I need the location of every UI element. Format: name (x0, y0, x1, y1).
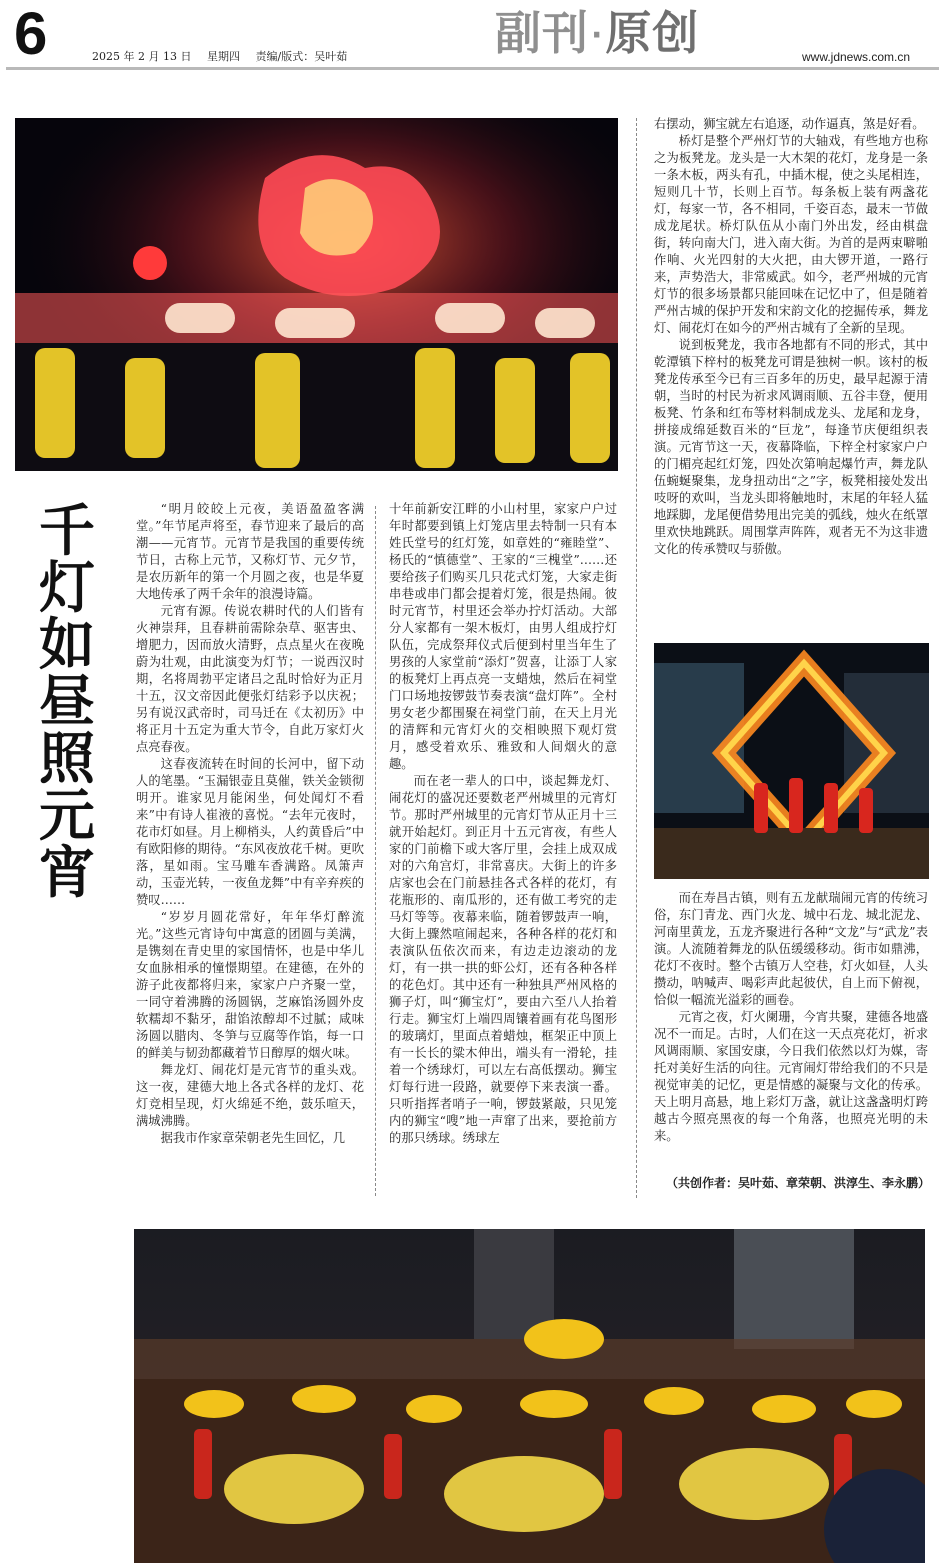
headline-char: 元 (39, 784, 95, 849)
article-column-3-top (654, 116, 928, 636)
section-sub: 原创 (605, 6, 700, 60)
paragraph: “岁岁月圆花常好，年年华灯醉流光。”这些元宵诗句中寓意的团圆与美满，是镌刻在青史里的家国情怀，也是中华儿女血脉相承的憧憬期望。在建德，在外的游子此夜都将归来，家家户户齐聚一堂，一同守着沸腾的汤圆锅，芝麻馅汤圆外皮软糯却不黏牙，甜馅浓醇却不过腻；咸味汤圆以腊肉、冬笋与豆腐等作馅，每一口的鲜美与韧劲都藏着节日醇厚的烟火味。 (136, 910, 364, 1060)
section-title (495, 8, 699, 65)
paragraph: 而在寿昌古镇，则有五龙献瑞闹元宵的传统习俗，东门青龙、西门火龙、城中石龙、城北泥龙、河南里黄龙，五龙齐聚进行各种“文龙”与“武龙”表演。人流随着舞龙的队伍缓缓移动。街市如鼎沸，花灯不夜时。整个古镇万人空巷，灯火如昼，人头攒动，呐喊声、喝彩声此起彼伏，自上而下俯视，恰似一幅流光溢彩的画卷。 (654, 891, 928, 1007)
issue-weekday: 星期四 (206, 50, 240, 63)
photo-dragon-lantern-parade (15, 118, 618, 471)
dragon-lantern-photo-icon (15, 118, 618, 471)
article-column-1 (136, 501, 364, 1201)
paragraph: 元宵之夜，灯火阑珊，今宵共聚，建德各地盛况不一而足。古时，人们在这一天点亮花灯，祈求风调雨顺、家国安康，今日我们依然以灯为媒，寄托对美好生活的向往。元宵闹灯带给我们的不只是视觉审美的记忆，更是情感的凝聚与文化的传承。天上明月高悬，地上彩灯万盏，就让这盏盏明灯跨越古今照亮黑夜的每一个角落，也照亮光明的未来。 (654, 1010, 928, 1143)
headline-char: 照 (39, 727, 95, 792)
page-number: 6 (14, 0, 46, 67)
site-url: www.jdnews.com.cn (802, 50, 911, 64)
issue-meta (92, 50, 359, 64)
article-credit: （共创作者：吴叶茹、章荣朝、洪淳生、李永鹏） (666, 1176, 931, 1190)
paragraph: 右摆动，狮宝就左右追逐，动作逼真，煞是好看。 (654, 117, 925, 131)
photo-lantern-crowd-square (134, 1229, 925, 1563)
paragraph: 而在老一辈人的口中，谈起舞龙灯、闹花灯的盛况还要数老严州城里的元宵灯节。那时严州城里的元宵灯节从正月十三就开始起灯。到正月十五元宵夜，有些人家的门前檐下或大客厅里，会挂上成双成对的六角宫灯，非常喜庆。大街上的许多店家也会在门前悬挂各式各样的花灯，有花瓶形的、南瓜形的，还有做工考究的走马灯等等。夜幕来临，随着锣鼓声一响，大街上骤然喧闹起来，各种各样的花灯和表演队伍依次而来，有边走边滚动的龙灯，有一拱一拱的虾公灯，还有各种各样的花色灯。其中还有一种独具严州风格的狮子灯，叫“狮宝灯”，要由六至八人抬着行走。狮宝灯上端四周镶着画有花鸟图形的玻璃灯，里面点着蜡烛，框架正中顶上有一长长的粱木伸出，端头有一滑轮，挂着一个绣球灯，可以左右高低摆动。狮宝灯每行进一段路，就要停下来表演一番。只听指挥者哨子一响，锣鼓紧敲，只见笼内的狮宝“嗖”地一声窜了出来，要抢前方的那只绣球。绣球左 (389, 774, 617, 1145)
article-headline (36, 499, 98, 906)
paragraph: 十年前新安江畔的小山村里，家家户户过年时都要到镇上灯笼店里去特制一只有本姓氏堂号的红灯笼，如章姓的“雍睦堂”、杨氏的“慎德堂”、王家的“三槐堂”……还要给孩子们购买几只花式灯笼，大家走街串巷或串门都会提着灯笼，很是热闹。彼时元宵节，村里还会举办拧灯活动。大部分人家都有一架木板灯，由男人组成拧灯队伍，完成祭拜仪式后便到村里当年生了男孩的人家堂前“添灯”贺喜，让添丁人家的板凳灯上再点亮一支蜡烛，然后在祠堂门口场地按锣鼓节奏表演“盘灯阵”。全村男女老少都围聚在祠堂门前，在天上月光的清辉和元宵灯火的交相映照下观灯赏月，感受着欢乐、雅致和人间烟火的意趣。 (389, 502, 617, 771)
issue-date: 2025 年 2 月 13 日 (92, 50, 192, 63)
lantern-crowd-photo-icon (134, 1229, 925, 1563)
paragraph: 这春夜流转在时间的长河中，留下动人的笔墨。“玉漏银壶且莫催，铁关金锁彻明开。谁家见月能闲坐，何处闻灯不看来”中有诗人崔液的喜悦。“去年元夜时，花市灯如昼。月上柳梢头，人约黄昏后”中有欧阳修的期待。“东风夜放花千树。更吹落，星如雨。宝马雕车香满路。凤箫声动，玉壶光转，一夜鱼龙舞”中有辛弃疾的赞叹…… (136, 757, 364, 907)
section-dot: · (591, 18, 604, 53)
paragraph: “明月皎皎上元夜，美语盈盈客满堂。”年节尾声将至，春节迎来了最后的高潮——元宵节。元宵节是我国的重要传统节日，古称上元节，又称灯节、元夕节，是农历新年的第一个月圆之夜，也是华夏大地传承了两千余年的浪漫诗篇。 (136, 502, 364, 601)
paragraph: 舞龙灯、闹花灯是元宵节的重头戏。这一夜，建德大地上各式各样的龙灯、花灯竞相呈现，灯火绵延不绝，鼓乐喧天，满城沸腾。 (136, 1063, 364, 1128)
headline-char: 如 (39, 613, 95, 678)
header-rule (6, 67, 939, 70)
photo-bench-dragon-performance (654, 643, 929, 879)
column-divider (636, 118, 637, 1198)
paragraph: 说到板凳龙，我市各地都有不同的形式，其中乾潭镇下梓村的板凳龙可谓是独树一帜。该村的板凳龙传承至今已有三百多年的历史，最早起源于清朝，当时的村民为祈求风调雨顺、五谷丰登，便用板凳、竹条和红布等材料制成龙头、龙尾和龙身，拼接成绵延数百米的“巨龙”，每逢节庆便组织表演。元宵节这一天，夜幕降临，下梓全村家家户户的门楣亮起红灯笼，四处次第响起爆竹声，舞龙队伍蜿蜒聚集，龙身扭动出“之”字，板凳相接处发出吱呀的欢叫，当龙头即将触地时，末尾的年轻人猛地踩脚，龙尾便借势甩出完美的弧线，烛火在纸罩里欢快地跳跃。周围掌声阵阵，观者无不为这非遗文化的传承赞叹与骄傲。 (654, 338, 928, 556)
issue-editor: 责编/版式：吴叶茹 (255, 50, 348, 63)
article-column-3-bottom (654, 890, 928, 1170)
paragraph: 桥灯是整个严州灯节的大轴戏，有些地方也称之为板凳龙。龙头是一大木架的花灯，龙身是一条一条木板，两头有孔，中插木棍，使之头尾相连，短则几十节，长则上百节。每条板上装有两盏花灯，每家一节，各不相同，千姿百态，最末一节做成龙尾状。桥灯队伍从小南门外出发，经由棋盘街，转向南大门，进入南大街。为首的是两束噼啪作响、火光四射的大火把，由大锣开道，一路行来，声势浩大，非常威武。如今，老严州城的元宵灯节的很多场景都只能回味在记忆中了，但是随着严州古城的保护开发和宋韵文化的挖掘传承，舞龙灯、闹花灯在如今的严州古城有了全新的呈现。 (654, 134, 928, 335)
headline-char: 千 (39, 499, 95, 564)
paragraph: 据我市作家章荣朝老先生回忆，几 (160, 1131, 346, 1145)
headline-char: 宵 (39, 841, 95, 906)
section-main: 副刊 (495, 6, 589, 60)
column-divider (375, 506, 376, 1196)
article-column-2 (389, 501, 617, 1201)
headline-char: 灯 (39, 556, 95, 621)
bench-dragon-photo-icon (654, 643, 929, 879)
headline-char: 昼 (39, 670, 95, 735)
paragraph: 元宵有源。传说农耕时代的人们皆有火神崇拜，且春耕前需除杂草、驱害虫、增肥力，因而放火清野，点点星火在夜晚蔚为壮观，由此演变为灯节；一说西汉时期，名将周勃平定诸吕之乱时恰好为正月十五，汉文帝因此便张灯结彩予以庆祝；另有说汉武帝时，司马迁在《太初历》中将正月十五定为重大节令，自此万家灯火点亮春夜。 (136, 604, 364, 754)
